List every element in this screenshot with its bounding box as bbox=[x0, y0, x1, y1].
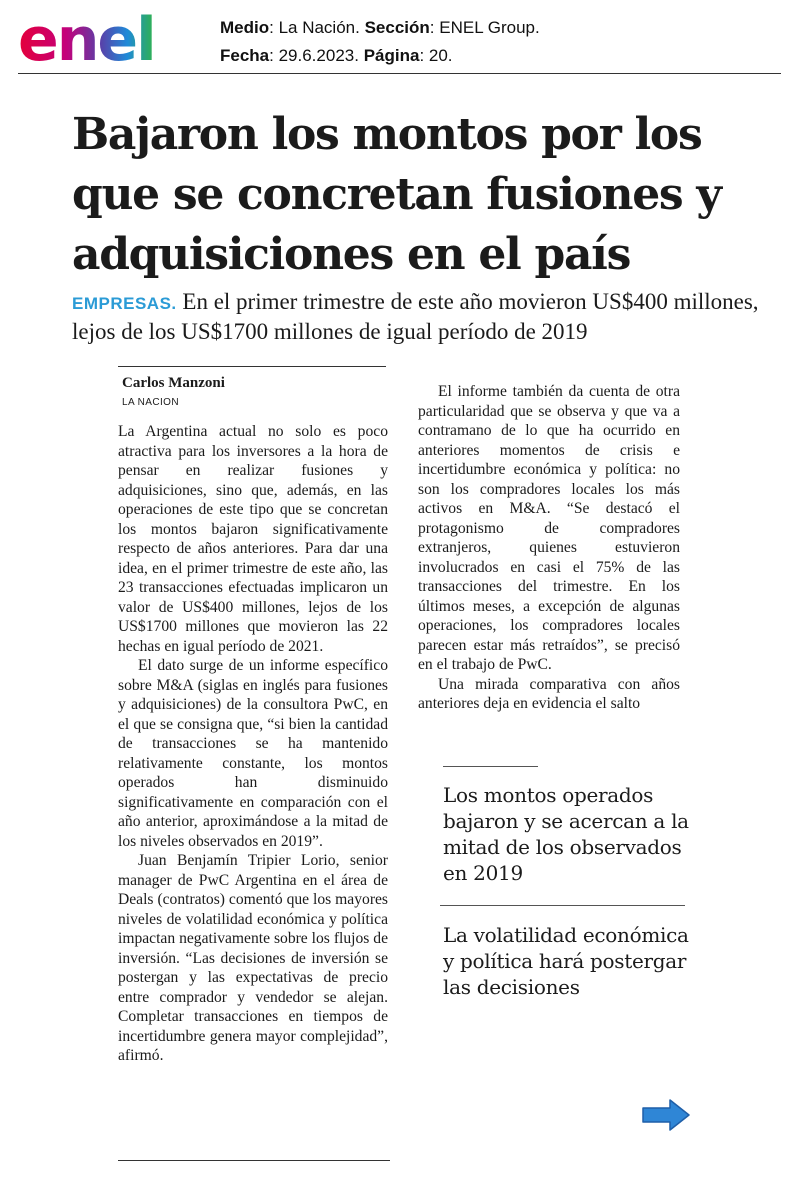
enel-logo bbox=[18, 8, 183, 68]
pull-quote-rule bbox=[440, 905, 685, 906]
paragraph: El dato surge de un informe específico sobre M&A (siglas en inglés para fusiones y adquisiciones) de la consultora PwC, en el que se consigna que, “si bien la cantidad de transacciones se ha mantenido relativamente constante, los montos operados han disminuido significativamente en comparación con el año anterior, aproximándose a la mitad de los niveles observados en 2019”. bbox=[118, 657, 388, 850]
medio-label: Medio bbox=[220, 18, 270, 37]
article-headline: Bajaron los montos por los que se concretan fusiones y adquisiciones en el país bbox=[72, 109, 721, 280]
pull-quote-rule bbox=[443, 766, 538, 767]
column-end-divider bbox=[118, 1160, 390, 1161]
pagina-label: Página bbox=[363, 46, 420, 65]
article-deck bbox=[72, 288, 772, 346]
pull-quote-2: La volatilidad económica y política hará postergar las decisiones bbox=[443, 923, 689, 999]
clipping-meta bbox=[220, 14, 540, 70]
seccion-value: ENEL Group. bbox=[439, 18, 540, 37]
clipping-header bbox=[0, 0, 800, 75]
meta-line-1: Medio: La Nación. Sección: ENEL Group. bbox=[220, 18, 540, 37]
pagina-value: 20. bbox=[428, 46, 453, 65]
author-name: Carlos Manzoni bbox=[122, 375, 225, 391]
paragraph: Juan Benjamín Tripier Lorio, senior manager de PwC Argentina en el área de Deals (contratos) comentó que los mayores niveles de volatilidad económica y política impactan negativamente sobre los flujos de inversión. “Las decisiones de inversión se postergan y las expectativas de precio entre comprador y vendedor se alejan. Completar transacciones en tiempos de incertidumbre genera mayor complejidad”, afirmó. bbox=[118, 852, 388, 1064]
fecha-label: Fecha bbox=[220, 46, 270, 65]
byline-divider bbox=[118, 366, 386, 367]
article-column-1 bbox=[118, 422, 388, 1066]
paragraph: La Argentina actual no solo es poco atractiva para los inversores a la hora de pensar en realizar fusiones y adquisiciones, sino que, además, en las operaciones de este tipo que se concretan los montos bajaron significativamente respecto de años anteriores. Para dar una idea, en el primer trimestre de este año, las 23 transacciones efectuadas implicaron un valor de US$400 millones, lejos de los US$1700 millones que movieron las 22 hechas en igual período de 2021. bbox=[118, 423, 388, 655]
section-label: EMPRESAS. bbox=[72, 294, 177, 313]
arrow-right-icon[interactable] bbox=[640, 1097, 692, 1133]
paragraph: Una mirada comparativa con años anteriores deja en evidencia el salto bbox=[418, 675, 680, 712]
meta-line-2: Fecha: 29.6.2023. Página: 20. bbox=[220, 46, 453, 65]
seccion-label: Sección bbox=[364, 18, 430, 37]
deck-text: En el primer trimestre de este año movieron US$400 millones, lejos de los US$1700 millones de igual período de 2019 bbox=[72, 289, 759, 344]
article-column-2 bbox=[418, 382, 680, 714]
svg-text:enel: enel bbox=[18, 8, 155, 68]
paragraph: El informe también da cuenta de otra particularidad que se observa y que va a contramano de lo que ha ocurrido en anteriores momentos de crisis e incertidumbre económica y política: no son los compradores locales los más activos en M&A. “Se destacó el protagonismo de compradores extranjeros, quienes estuvieron involucrados en casi el 75% de las transacciones del trimestre. En los últimos meses, a excepción de algunas operaciones, los compradores locales parecen estar más retraídos”, se precisó en el trabajo de PwC. bbox=[418, 383, 680, 673]
pull-quote-1: Los montos operados bajaron y se acercan a la mitad de los observados en 2019 bbox=[443, 783, 689, 885]
header-divider bbox=[18, 73, 781, 74]
author-outlet: LA NACION bbox=[122, 397, 179, 408]
fecha-value: 29.6.2023. bbox=[278, 46, 359, 65]
medio-value: La Nación. bbox=[278, 18, 360, 37]
